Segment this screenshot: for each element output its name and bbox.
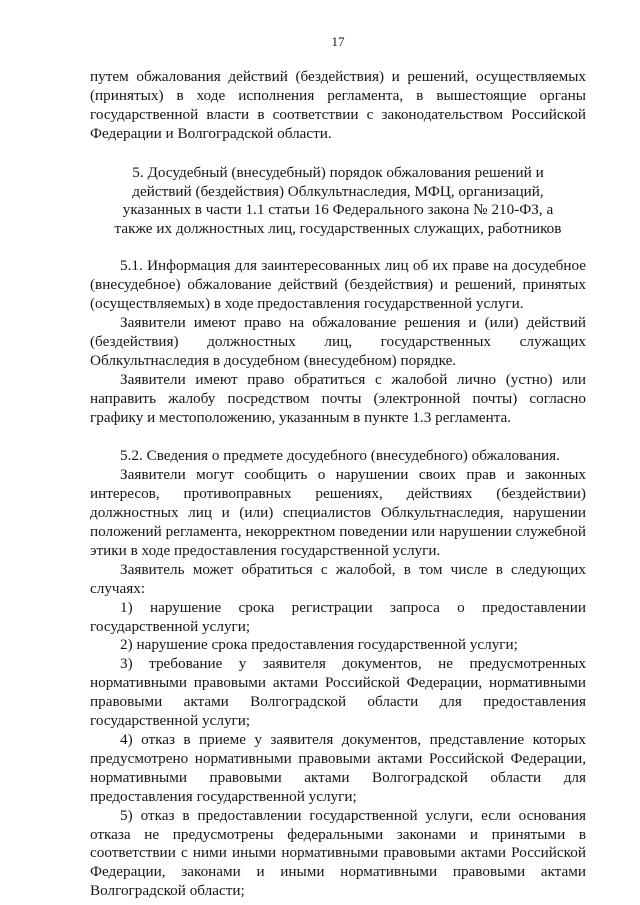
list-item-5: 5) отказ в предоставлении государственной услуги, если основания отказа не предусмотрены федеральными законами и принятыми в соответствии с ними иными нормативными правовыми актами Российской Федерации, законами и иными нормативными правовыми актами Волгоградской области; xyxy=(90,806,586,900)
paragraph-continuation: путем обжалования действий (бездействия) и решений, осуществляемых (принятых) в ходе исполнения регламента, в вышестоящие органы государственной власти в соответствии с законодательством Российской Федерации и Волгоградской области. xyxy=(90,68,586,142)
paragraph-appeal-right: Заявители имеют право на обжалование решения и (или) действий (бездействия) должностных лиц, государственных служащих Облкультнаследия в досудебном (внесудебном) порядке. xyxy=(90,313,586,369)
section-heading: 5. Досудебный (внесудебный) порядок обжалования решений и действий (бездействия) Облкультнаследия, МФЦ, организаций, указанных в части 1.1 статьи 16 Федерального закона № 210-ФЗ, а также их должностных лиц, государственных служащих, работников xyxy=(114,163,562,238)
page-number: 17 xyxy=(331,34,345,49)
paragraph-violations: Заявители могут сообщить о нарушении своих прав и законных интересов, противоправных решениях, действиях (бездействии) должностных лиц и (или) специалистов Облкультнаследия, нарушении положений регламента, некорректном поведении или нарушении служебной этики в ходе предоставления государственной услуги. xyxy=(90,466,586,559)
paragraph-cases-intro: Заявитель может обратиться с жалобой, в том числе в следующих случаях: xyxy=(90,560,586,597)
list-item-3: 3) требование у заявителя документов, не предусмотренных нормативными правовыми актами Российской Федерации, нормативными правовыми актами Волгоградской области для предоставления государственной услуги; xyxy=(90,655,586,730)
paragraph-complaint-method: Заявители имеют право обратиться с жалобой лично (устно) или направить жалобу посредством почты (электронной почты) согласно графику и местоположению, указанным в пункте 1.3 регламента. xyxy=(90,370,586,426)
list-item-2: 2) нарушение срока предоставления государственной услуги; xyxy=(120,636,518,654)
list-item-4: 4) отказ в приеме у заявителя документов, представление которых предусмотрено нормативными правовыми актами Российской Федерации, нормативными правовыми актами Волгоградской области для предоставления государственной услуги; xyxy=(90,731,586,805)
paragraph-5-1: 5.1. Информация для заинтересованных лиц об их праве на досудебное (внесудебное) обжалование действий (бездействия) и решений, принятых (осуществляемых) в ходе предоставления государственной услуги. xyxy=(90,257,586,313)
list-item-1: 1) нарушение срока регистрации запроса о предоставлении государственной услуги; xyxy=(90,598,586,635)
paragraph-5-2: 5.2. Сведения о предмете досудебного (внесудебного) обжалования. xyxy=(120,447,560,465)
